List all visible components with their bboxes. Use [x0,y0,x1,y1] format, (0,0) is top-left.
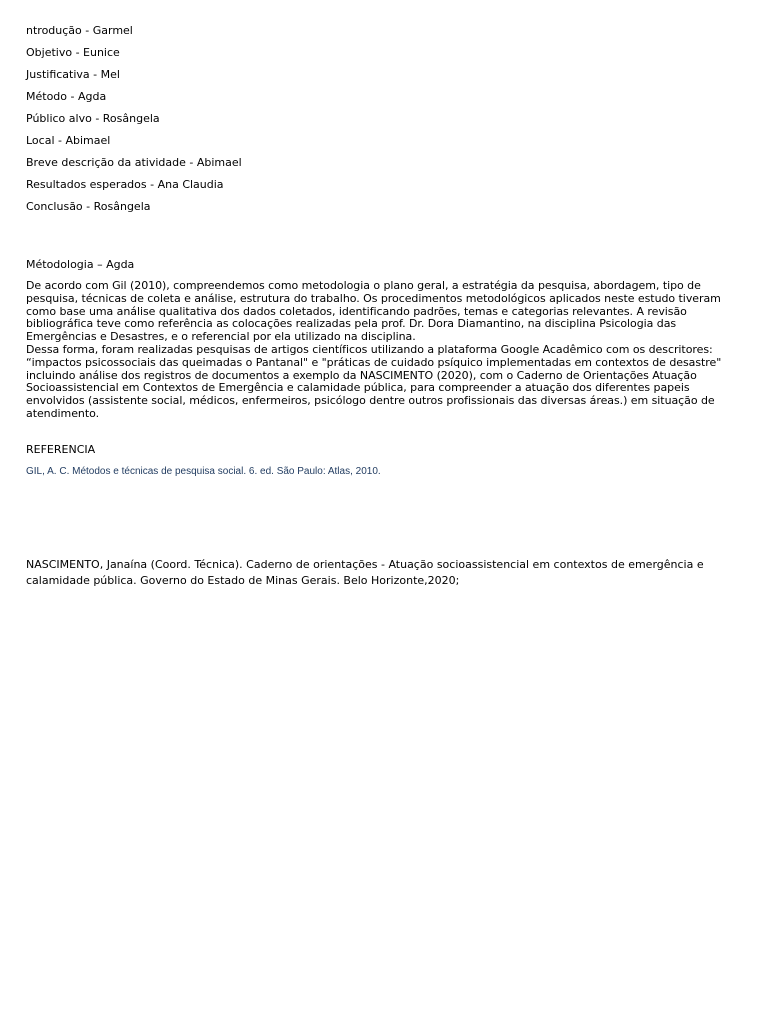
reference-nascimento: NASCIMENTO, Janaína (Coord. Técnica). Caderno de orientações - Atuação socioassistencial em contextos de emergência e calamidade pública. Governo do Estado de Minas Gerais. Belo Horizonte,2020; [26,557,704,587]
assignment-introducao: ntrodução - Garmel [26,24,133,37]
methodology-paragraph-1: De acordo com Gil (2010), compreendemos como metodologia o plano geral, a estratégia da pesquisa, abordagem, tipo de pesquisa, técnicas de coleta e análise, estrutura do trabalho. Os procedimentos metodológicos aplicados neste estudo tiveram como base uma análise qualitativa dos dados coletados, identificando padrões, temas e categorias relevantes. A revisão bibliográfica teve como referência as colocações realizadas pela prof. Dr. Dora Diamantino, na disciplina Psicologia das Emergências e Desastres, e o referencial por ela utilizado na disciplina. [26,279,721,344]
assignment-publico-alvo: Público alvo - Rosângela [26,112,160,125]
task-assignment-list [26,24,738,214]
assignment-breve-descricao: Breve descrição da atividade - Abimael [26,156,242,169]
assignment-metodo: Método - Agda [26,90,107,103]
document-page [26,24,738,589]
assignment-resultados: Resultados esperados - Ana Claudia [26,178,224,191]
methodology-paragraph-2: Dessa forma, foram realizadas pesquisas de artigos científicos utilizando a plataforma Google Acadêmico com os descritores: “impactos psicossociais das queimadas o Pantanal" e "práticas de cuidado psíquico implementadas em contextos de desastre" incluindo análise dos registros de documentos a exemplo da NASCIMENTO (2020), com o Caderno de Orientações Atuação Socioassistencial em Contextos de Emergência e calamidade pública, para compreender a atuação dos diferentes papeis envolvidos (assistente social, médicos, enfermeiros, psicólogo dentre outros profissionais das diversas áreas.) em situação de atendimento. [26,342,722,420]
methodology-body [26,280,738,421]
assignment-local: Local - Abimael [26,134,111,147]
assignment-conclusao: Conclusão - Rosângela [26,200,151,213]
reference-gil: GIL, A. C. Métodos e técnicas de pesquisa social. 6. ed. São Paulo: Atlas, 2010. [26,465,381,477]
references-heading: REFERENCIA [26,442,96,456]
methodology-heading: Métodologia – Agda [26,258,135,271]
assignment-objetivo: Objetivo - Eunice [26,46,120,59]
assignment-justificativa: Justificativa - Mel [26,68,120,81]
